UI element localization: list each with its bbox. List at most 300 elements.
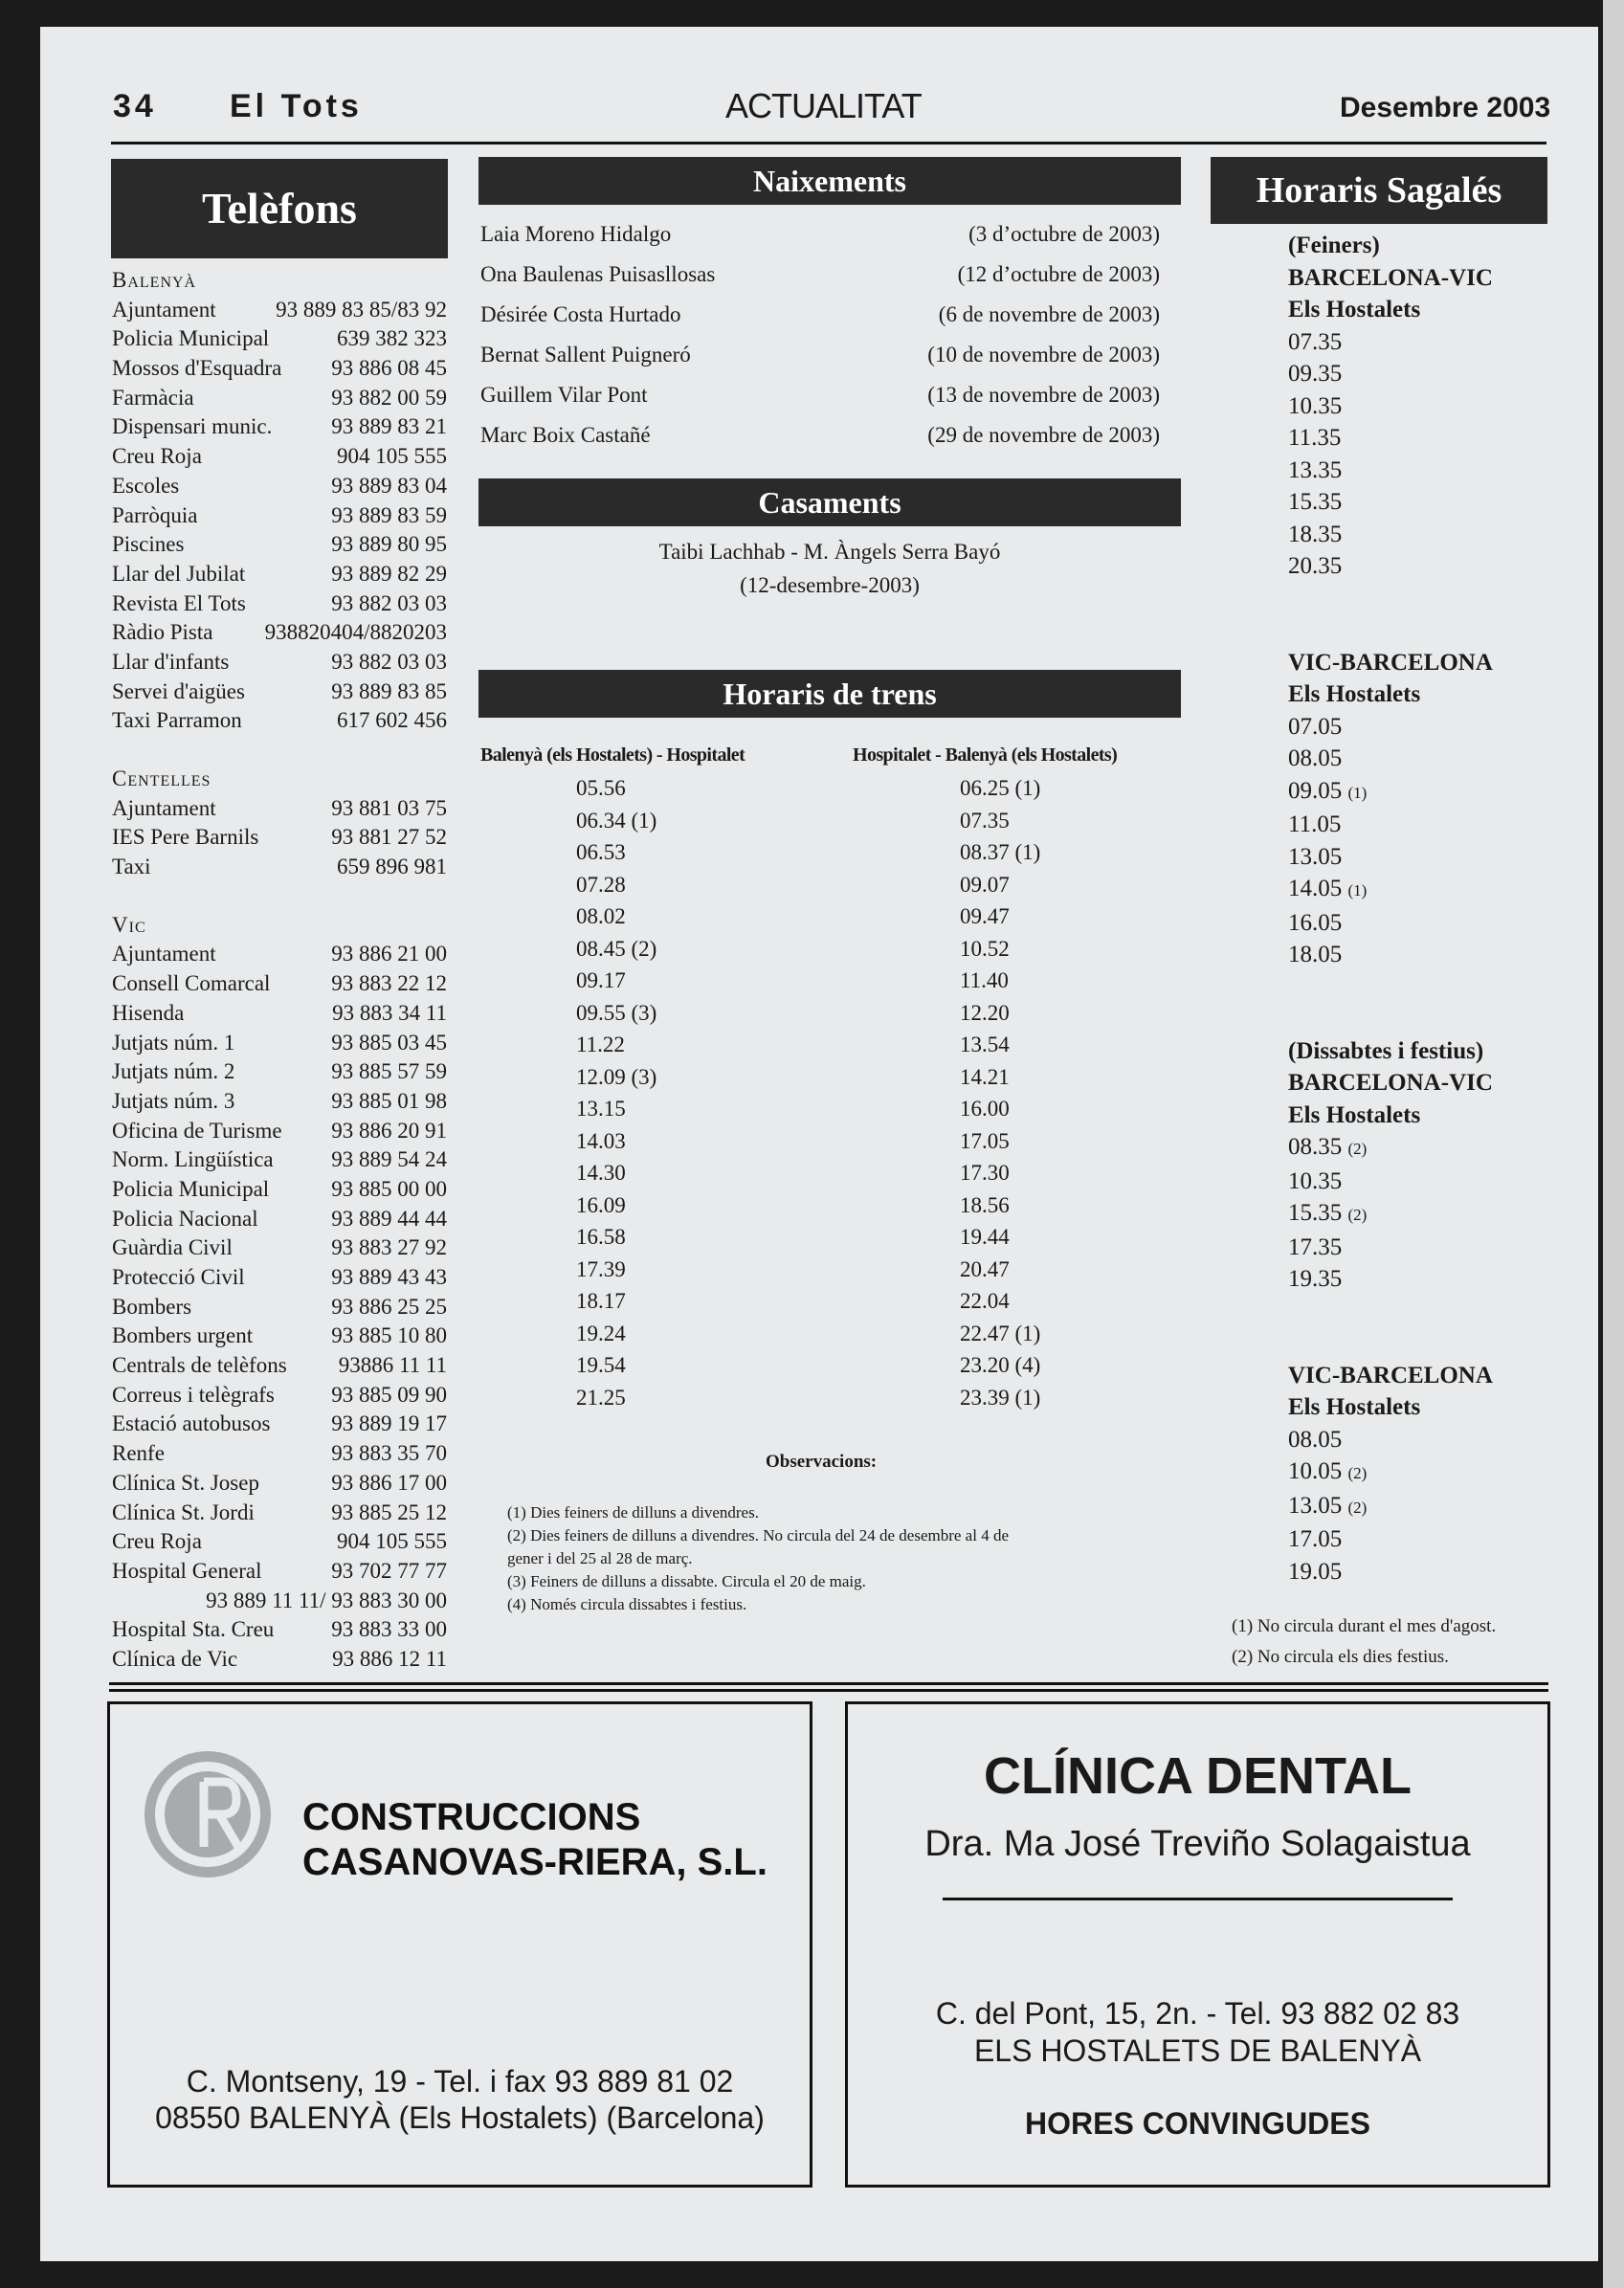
sag-stop	[1288, 678, 1493, 711]
phone-number: 93 883 22 12	[331, 971, 447, 996]
sag-time-text: 19.05	[1288, 1558, 1343, 1585]
sag-time	[1288, 1197, 1493, 1232]
phone-number: 93 889 11 11/ 93 883 30 00	[206, 1588, 447, 1612]
train-time: 11.22	[576, 1033, 625, 1056]
phone-number: 93 886 25 25	[331, 1294, 447, 1319]
birth-row	[480, 383, 1160, 408]
phone-row	[112, 618, 447, 648]
obs-line: (1) Dies feiners de dilluns a divendres.	[507, 1503, 759, 1522]
phone-name: Hospital General	[112, 1558, 262, 1583]
sag-stop-text: Els Hostalets	[1288, 681, 1421, 707]
sag-time-text: 09.05	[1288, 777, 1343, 804]
phone-number: 93 889 83 04	[331, 473, 447, 498]
phone-name: Bombers urgent	[112, 1323, 254, 1348]
phone-row	[112, 560, 447, 589]
phone-number: 93 882 00 59	[331, 385, 447, 410]
phone-row	[112, 589, 447, 619]
train-time: 09.17	[576, 968, 626, 992]
birth-row	[480, 302, 1160, 327]
sag-stop	[1288, 1391, 1493, 1424]
phone-number: 93 889 54 24	[331, 1147, 447, 1172]
sag-time	[1288, 939, 1493, 971]
phone-name: Parròquia	[112, 502, 198, 527]
trens-col2	[960, 772, 1040, 1413]
phone-name: Mossos d'Esquadra	[112, 356, 282, 381]
ad2-addr1: C. del Pont, 15, 2n. - Tel. 93 882 02 83	[935, 1996, 1460, 2031]
sag-route	[1288, 1067, 1493, 1100]
sag-time	[1288, 907, 1493, 940]
phone-number: 904 105 555	[337, 1529, 447, 1554]
train-time: 09.55 (3)	[576, 1000, 657, 1025]
sag-time	[1288, 422, 1493, 455]
phone-row	[112, 1029, 447, 1058]
phone-row	[112, 530, 447, 560]
birth-date: (3 d’octubre de 2003)	[968, 222, 1160, 246]
train-time: 08.45 (2)	[576, 936, 657, 961]
train-time: 18.56	[960, 1192, 1010, 1217]
phone-name: Norm. Lingüística	[112, 1147, 274, 1172]
phone-row	[112, 1439, 447, 1469]
section-title-centelles: Centelles	[112, 766, 211, 791]
ad2-title: CLÍNICA DENTAL	[984, 1747, 1412, 1805]
phone-name: Llar d'infants	[112, 649, 230, 674]
phone-name: Policia Nacional	[112, 1206, 258, 1231]
phone-row	[112, 1527, 447, 1557]
train-time: 18.17	[576, 1289, 626, 1313]
phone-name: Consell Comarcal	[112, 971, 271, 996]
train-time: 08.37 (1)	[960, 840, 1041, 864]
birth-name: Désirée Costa Hurtado	[480, 302, 681, 326]
phone-number: 659 896 981	[337, 855, 447, 879]
birth-date: (29 de novembre de 2003)	[927, 423, 1160, 447]
birth-date: (13 de novembre de 2003)	[927, 383, 1160, 407]
sag-time-text: 13.35	[1288, 456, 1343, 483]
sag-route	[1288, 647, 1493, 679]
ad1-addr1: C. Montseny, 19 - Tel. i fax 93 889 81 02	[186, 2064, 734, 2099]
train-time: 07.28	[576, 872, 626, 897]
phone-number: 93 889 43 43	[331, 1265, 447, 1290]
phone-number: 93 883 34 11	[332, 1000, 447, 1025]
obs-line: gener i del 25 al 28 de març.	[507, 1549, 693, 1567]
phone-row	[112, 794, 447, 824]
section-gap	[112, 882, 447, 911]
phone-name: Guàrdia Civil	[112, 1235, 233, 1260]
train-time: 23.20 (4)	[960, 1353, 1041, 1377]
phone-name: Correus i telègrafs	[112, 1382, 275, 1407]
train-time: 06.34 (1)	[576, 808, 657, 833]
phone-number: 938820404/8820203	[264, 620, 447, 645]
train-time: 17.30	[960, 1161, 1010, 1185]
sag-time-text: 13.05	[1288, 843, 1343, 870]
phone-name: Servei d'aigües	[112, 678, 245, 703]
ad-clinica-dental	[845, 1701, 1550, 2188]
ad2-rule	[943, 1898, 1453, 1900]
phone-row	[112, 354, 447, 384]
phone-row	[112, 853, 447, 882]
phone-number: 93 702 77 77	[331, 1558, 447, 1583]
sag-time	[1288, 1455, 1493, 1490]
sag-time	[1288, 809, 1493, 841]
sag-time-text: 10.35	[1288, 1167, 1343, 1194]
train-time: 09.47	[960, 904, 1010, 928]
telefons-list	[112, 266, 447, 1675]
phone-row	[112, 1499, 447, 1528]
sag-feiners	[1288, 230, 1493, 262]
phone-number: 93 883 35 70	[331, 1441, 447, 1466]
train-time: 20.47	[960, 1256, 1010, 1281]
phone-name: Hospital Sta. Creu	[112, 1617, 275, 1642]
phone-number: 93 885 10 80	[331, 1323, 447, 1348]
sag-stop-text: Els Hostalets	[1288, 1394, 1421, 1420]
phone-name: Jutjats núm. 1	[112, 1030, 235, 1055]
birth-name: Guillem Vilar Pont	[480, 383, 648, 407]
phone-number: 904 105 555	[337, 444, 447, 469]
sag-time	[1288, 1556, 1493, 1588]
birth-name: Laia Moreno Hidalgo	[480, 222, 672, 246]
spacer	[1288, 971, 1493, 1035]
sag-time	[1288, 1263, 1493, 1296]
phone-number: 93 886 20 91	[331, 1118, 447, 1143]
sag-time-text: 07.05	[1288, 713, 1343, 740]
trens-obs	[507, 1501, 1177, 1616]
sag-time-text: 11.35	[1288, 425, 1342, 451]
sag-time-text: 20.35	[1288, 553, 1343, 579]
train-time: 19.54	[576, 1353, 626, 1377]
train-time: 21.25	[576, 1385, 626, 1410]
sag-time-text: 11.05	[1288, 811, 1342, 837]
sag-stop	[1288, 1100, 1493, 1132]
page-number: 34	[113, 88, 157, 124]
phone-row	[112, 1351, 447, 1381]
train-time: 16.58	[576, 1225, 626, 1249]
sag-time	[1288, 1232, 1493, 1264]
issue-date: Desembre 2003	[1340, 92, 1551, 123]
phone-name: Hisenda	[112, 1000, 185, 1025]
phone-row	[112, 1410, 447, 1439]
phone-number: 93 889 83 59	[331, 502, 447, 527]
sag-time	[1288, 455, 1493, 487]
sag-stop	[1288, 294, 1493, 326]
phone-row	[112, 1469, 447, 1499]
naixements-title: Naixements	[478, 157, 1181, 205]
train-time: 06.53	[576, 840, 626, 864]
phone-number: 93 885 01 98	[331, 1088, 447, 1113]
phone-row	[112, 706, 447, 736]
sag-note: (2) No circula els dies festius.	[1232, 1647, 1449, 1667]
sag-note: (1) No circula durant el mes d'agost.	[1232, 1616, 1497, 1636]
casaments-date: (12-desembre-2003)	[740, 573, 920, 597]
sag-time-note: (2)	[1347, 1206, 1368, 1224]
sag-time-note: (1)	[1347, 881, 1368, 900]
sag-time-text: 08.05	[1288, 1426, 1343, 1453]
train-time: 16.09	[576, 1192, 626, 1217]
phone-number: 93 885 03 45	[331, 1030, 447, 1055]
train-time: 14.03	[576, 1128, 626, 1153]
train-time: 17.39	[576, 1256, 626, 1281]
sag-time	[1288, 358, 1493, 390]
sagales-schedule	[1288, 230, 1493, 1588]
phone-number: 93 889 19 17	[331, 1411, 447, 1436]
ads-rule-top	[109, 1682, 1548, 1685]
sag-time	[1288, 1490, 1493, 1524]
phone-row	[112, 1293, 447, 1322]
sag-time-text: 09.35	[1288, 361, 1343, 387]
phone-row	[112, 969, 447, 999]
sag-time-text: 19.35	[1288, 1266, 1343, 1292]
train-time: 10.52	[960, 936, 1010, 961]
sag-route-text: BARCELONA-VIC	[1288, 264, 1493, 291]
train-time: 19.44	[960, 1225, 1010, 1249]
phone-name: Policia Municipal	[112, 1176, 270, 1201]
sag-time	[1288, 775, 1493, 810]
phone-name: Taxi	[112, 855, 151, 879]
sag-time-text: 17.05	[1288, 1526, 1343, 1552]
phone-number: 93 886 08 45	[331, 356, 447, 381]
phone-row	[112, 1175, 447, 1205]
phone-row	[112, 1205, 447, 1234]
phone-name: Piscines	[112, 532, 185, 557]
section-title: ACTUALITAT	[725, 86, 922, 125]
phone-row	[112, 501, 447, 531]
casaments-names: Taibi Lachhab - M. Àngels Serra Bayó	[658, 540, 1001, 564]
phone-number: 93 889 83 21	[331, 414, 447, 439]
sag-time	[1288, 1166, 1493, 1198]
train-time: 14.21	[960, 1064, 1010, 1089]
phone-name: Escoles	[112, 473, 180, 498]
train-time: 13.54	[960, 1033, 1010, 1056]
sag-time	[1288, 1424, 1493, 1456]
sag-time	[1288, 550, 1493, 583]
sag-time-note: (1)	[1347, 783, 1368, 802]
phone-row	[112, 1233, 447, 1263]
sag-time	[1288, 711, 1493, 744]
sag-time-text: 16.05	[1288, 909, 1343, 936]
sag-festius-text: (Dissabtes i festius)	[1288, 1037, 1484, 1064]
phone-row	[112, 1587, 447, 1616]
train-time: 09.07	[960, 872, 1010, 897]
phone-name: Creu Roja	[112, 1529, 202, 1554]
trens-obs-title: Observacions:	[766, 1452, 878, 1472]
birth-name: Bernat Sallent Puigneró	[480, 343, 691, 367]
phone-number: 617 602 456	[337, 708, 447, 733]
sag-time-text: 08.35	[1288, 1134, 1343, 1160]
sag-time-text: 10.35	[1288, 392, 1343, 419]
phone-number: 93 886 12 11	[332, 1646, 447, 1671]
sag-festius	[1288, 1035, 1493, 1068]
phone-number: 93886 11 11	[338, 1353, 447, 1378]
phone-name: Clínica de Vic	[112, 1646, 238, 1671]
phone-row	[112, 1263, 447, 1293]
sag-time-text: 14.05	[1288, 876, 1343, 901]
train-time: 13.15	[576, 1097, 626, 1121]
phone-number: 93 882 03 03	[331, 649, 447, 674]
phone-number: 93 889 82 29	[331, 561, 447, 586]
birth-date: (12 d’octubre de 2003)	[957, 262, 1160, 286]
sag-time-note: (2)	[1347, 1498, 1368, 1517]
phone-row	[112, 940, 447, 969]
sag-time	[1288, 1523, 1493, 1556]
sag-time	[1288, 841, 1493, 874]
phone-name: Farmàcia	[112, 385, 194, 410]
phone-number: 93 885 25 12	[331, 1499, 447, 1524]
sag-stop-text: Els Hostalets	[1288, 1101, 1421, 1128]
sag-route	[1288, 1360, 1493, 1392]
phone-number: 93 885 00 00	[331, 1176, 447, 1201]
phone-name: Ajuntament	[112, 795, 216, 820]
phone-name: Policia Municipal	[112, 326, 270, 351]
phone-row	[112, 1087, 447, 1117]
birth-date: (6 de novembre de 2003)	[938, 302, 1160, 326]
sag-time-text: 18.05	[1288, 942, 1343, 967]
phone-name: Renfe	[112, 1441, 165, 1466]
sag-time	[1288, 326, 1493, 359]
magazine-name: El Tots	[230, 88, 363, 124]
phone-row	[112, 1615, 447, 1645]
phone-row	[112, 678, 447, 707]
sag-time	[1288, 743, 1493, 775]
phone-number: 93 889 83 85/83 92	[276, 297, 447, 322]
cr-logo-icon	[141, 1747, 275, 1881]
phone-row	[112, 324, 447, 354]
trens-col2-header: Hospitalet - Balenyà (els Hostalets)	[853, 744, 1118, 766]
phone-row	[112, 1645, 447, 1675]
phone-row	[112, 1145, 447, 1175]
phone-name: Clínica St. Jordi	[112, 1499, 255, 1524]
obs-line: (4) Només circula dissabtes i festius.	[507, 1595, 747, 1613]
section-gap	[112, 736, 447, 765]
phone-row	[112, 999, 447, 1029]
sag-feiners-text: (Feiners)	[1288, 233, 1380, 258]
section-title-balenya: Balenyà	[112, 268, 197, 292]
phone-name: Ajuntament	[112, 297, 216, 322]
sag-time	[1288, 873, 1493, 907]
spacer	[1288, 1296, 1493, 1360]
train-time: 22.47 (1)	[960, 1321, 1041, 1345]
birth-row	[480, 343, 1160, 367]
phone-name: Ajuntament	[112, 942, 216, 966]
sag-time-note: (2)	[1347, 1464, 1368, 1482]
phone-name: Jutjats núm. 3	[112, 1088, 235, 1113]
sag-time-text: 17.35	[1288, 1233, 1343, 1260]
phone-name: Protecció Civil	[112, 1265, 245, 1290]
phone-name: Clínica St. Josep	[112, 1470, 259, 1495]
train-time: 07.35	[960, 808, 1010, 833]
train-time: 16.00	[960, 1097, 1010, 1121]
phone-row	[112, 442, 447, 472]
obs-line: (3) Feiners de dilluns a dissabte. Circula el 20 de maig.	[507, 1572, 866, 1590]
train-time: 22.04	[960, 1289, 1010, 1313]
phone-row	[112, 648, 447, 678]
phone-name: Revista El Tots	[112, 590, 246, 615]
train-time: 17.05	[960, 1128, 1010, 1153]
phone-number: 93 885 57 59	[331, 1059, 447, 1084]
casaments-title: Casaments	[478, 478, 1181, 526]
ad1-line1: CONSTRUCCIONS	[302, 1796, 641, 1838]
header-rule	[111, 142, 1546, 144]
train-time: 23.39 (1)	[960, 1385, 1041, 1410]
sag-time-text: 15.35	[1288, 1200, 1343, 1226]
sag-time-text: 08.05	[1288, 745, 1343, 771]
ad2-addr2: ELS HOSTALETS DE BALENYÀ	[973, 2033, 1422, 2068]
phone-number: 93 889 44 44	[331, 1206, 447, 1231]
phone-row	[112, 296, 447, 325]
ad2-doctor: Dra. Ma José Treviño Solagaistua	[924, 1824, 1471, 1864]
train-time: 11.40	[960, 968, 1009, 992]
phone-number: 93 883 27 92	[331, 1235, 447, 1260]
page-edge	[1603, 0, 1624, 2288]
birth-date: (10 de novembre de 2003)	[927, 343, 1160, 367]
sagales-title: Horaris Sagalés	[1211, 157, 1547, 224]
phone-number: 93 889 80 95	[331, 532, 447, 557]
train-time: 06.25 (1)	[960, 776, 1041, 800]
sag-time-text: 07.35	[1288, 328, 1343, 355]
phone-name: Centrals de telèfons	[112, 1353, 287, 1378]
sag-time	[1288, 486, 1493, 519]
sag-time-text: 13.05	[1288, 1492, 1343, 1519]
birth-name: Marc Boix Castañé	[480, 423, 651, 447]
ad2-hours: HORES CONVINGUDES	[1025, 2106, 1370, 2141]
sag-stop-text: Els Hostalets	[1288, 297, 1421, 322]
phone-number: 93 882 03 03	[331, 590, 447, 615]
phone-name: Estació autobusos	[112, 1411, 271, 1436]
birth-row	[480, 423, 1160, 448]
spacer	[1288, 583, 1493, 647]
train-time: 08.02	[576, 904, 626, 928]
phone-row	[112, 1381, 447, 1411]
birth-row	[480, 222, 1160, 247]
phone-row	[112, 1322, 447, 1351]
phone-name: Dispensari munic.	[112, 414, 273, 439]
phone-row	[112, 384, 447, 413]
sag-route-text: VIC-BARCELONA	[1288, 1362, 1493, 1388]
sag-route-text: BARCELONA-VIC	[1288, 1070, 1493, 1096]
train-time: 05.56	[576, 776, 626, 800]
birth-row	[480, 262, 1160, 287]
trens-title: Horaris de trens	[478, 670, 1181, 718]
phone-row	[112, 412, 447, 442]
phone-name: Ràdio Pista	[112, 620, 213, 645]
phone-number: 93 881 03 75	[331, 795, 447, 820]
phone-number: 93 885 09 90	[331, 1382, 447, 1407]
phone-number: 93 881 27 52	[331, 825, 447, 850]
ad1-addr2: 08550 BALENYÀ (Els Hostalets) (Barcelona)	[155, 2100, 765, 2135]
sag-time-text: 18.35	[1288, 521, 1343, 547]
sag-time-note: (2)	[1347, 1140, 1368, 1158]
birth-name: Ona Baulenas Puisasllosas	[480, 262, 716, 286]
telefons-title: Telèfons	[111, 159, 448, 258]
sag-route	[1288, 262, 1493, 295]
phone-row	[112, 472, 447, 501]
phone-number: 639 382 323	[337, 326, 447, 351]
phone-row	[112, 1557, 447, 1587]
train-time: 12.09 (3)	[576, 1064, 657, 1089]
sag-time	[1288, 1131, 1493, 1166]
sagales-notes	[1232, 1611, 1496, 1673]
sag-time-text: 15.35	[1288, 489, 1343, 515]
phone-name: Llar del Jubilat	[112, 561, 246, 586]
phone-number: 93 889 83 85	[331, 678, 447, 703]
phone-row	[112, 1057, 447, 1087]
phone-number: 93 883 33 00	[331, 1617, 447, 1642]
train-time: 14.30	[576, 1161, 626, 1185]
obs-line: (2) Dies feiners de dilluns a divendres. No circula del 24 de desembre al 4 de	[507, 1526, 1009, 1544]
trens-col1-header: Balenyà (els Hostalets) - Hospitalet	[480, 744, 745, 766]
phone-name: Creu Roja	[112, 444, 202, 469]
phone-number: 93 886 17 00	[331, 1470, 447, 1495]
trens-col1	[576, 772, 656, 1413]
ad-construccions	[107, 1701, 812, 2188]
ads-rule-bottom	[109, 1689, 1548, 1692]
